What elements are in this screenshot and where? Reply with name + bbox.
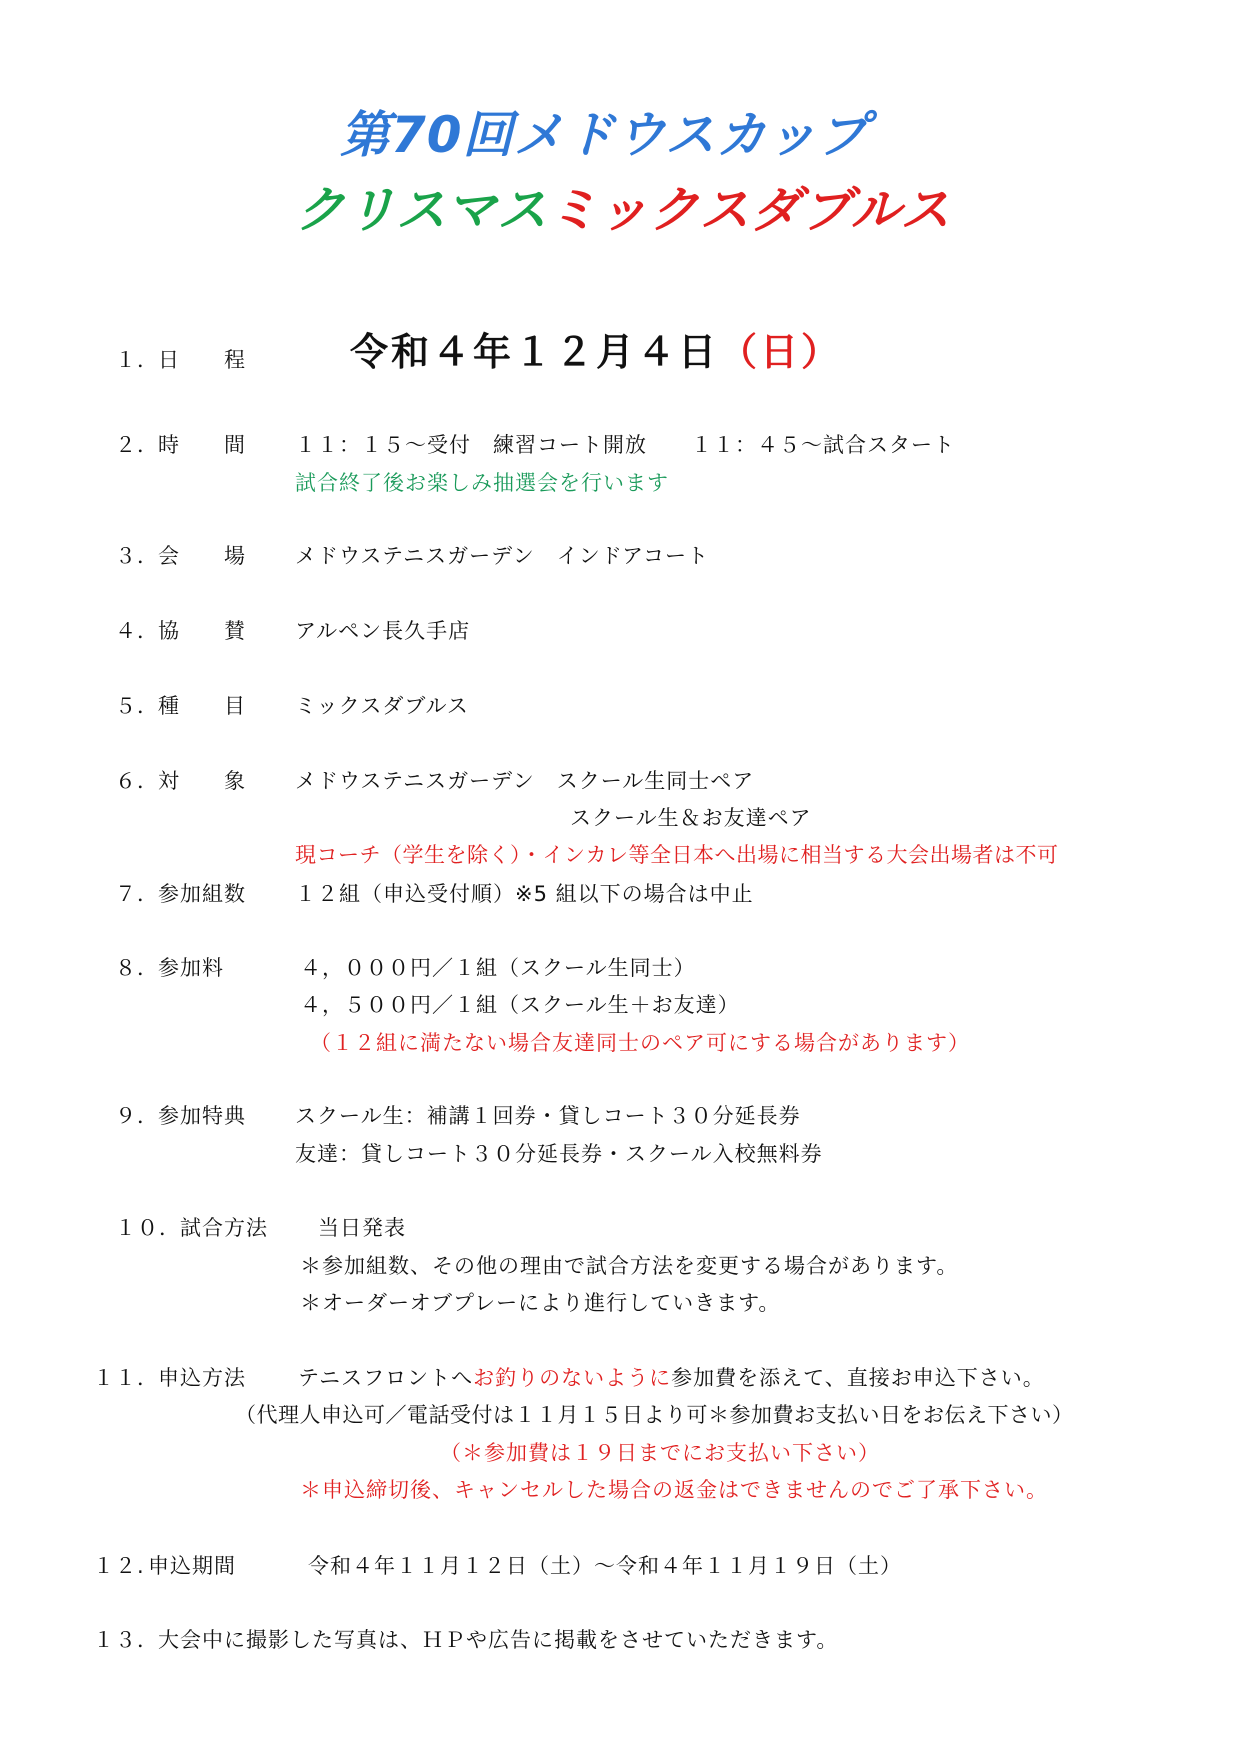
- item8-note: （１２組に満たない場合友達同士のペア可にする場合があります）: [310, 1031, 970, 1055]
- item9-value2: 友達：貸しコート３０分延長券・スクール入校無料券: [295, 1142, 823, 1166]
- item5-num: ５．: [115, 694, 159, 718]
- item10-num: １０．: [115, 1216, 181, 1240]
- item3-num: ３．: [115, 544, 159, 568]
- title-mixed-doubles: ミックスダブルス: [548, 181, 951, 239]
- item1-num: １．: [115, 348, 159, 372]
- item9-label: 参加特典: [158, 1104, 246, 1128]
- item10-note1: ＊参加組数、その他の理由で試合方法を変更する場合があります。: [300, 1254, 959, 1278]
- item12-label: 申込期間: [148, 1554, 236, 1578]
- item6-value1: メドウステニスガーデン スクール生同士ペア: [295, 769, 755, 793]
- item11-num: １１．: [93, 1366, 159, 1390]
- item4-label: 協 賛: [158, 619, 246, 643]
- item10-note2: ＊オーダーオブプレーにより進行していきます。: [300, 1291, 781, 1315]
- item11-value-a: テニスフロントへ: [298, 1366, 474, 1390]
- item11-value-c: 参加費を添えて、直接お申込下さい。: [671, 1366, 1045, 1390]
- item2-label: 時 間: [158, 433, 246, 457]
- item1-label: 日 程: [158, 348, 246, 372]
- item6-note: 現コーチ（学生を除く）・インカレ等全日本へ出場に相当する大会出場者は不可: [295, 843, 1059, 867]
- item11-value: [298, 1365, 1045, 1391]
- item6-label: 対 象: [158, 769, 246, 793]
- item7-value: １２組（申込受付順）※5 組以下の場合は中止: [295, 882, 754, 906]
- item13-value: 大会中に撮影した写真は、ＨＰや広告に掲載をさせていただきます。: [158, 1628, 839, 1652]
- item10-label: 試合方法: [180, 1216, 268, 1240]
- title-line2: [295, 170, 951, 242]
- item8-value2: ４，５００円／１組（スクール生＋お友達）: [300, 993, 740, 1017]
- item11-label: 申込方法: [158, 1366, 246, 1390]
- item3-value: メドウステニスガーデン インドアコート: [295, 544, 710, 568]
- event-date: 令和４年１２月４日: [350, 330, 720, 374]
- item13-num: １３．: [93, 1628, 159, 1652]
- item2-num: ２．: [115, 433, 159, 457]
- item12-value: 令和４年１１月１２日（土）～令和４年１１月１９日（土）: [308, 1554, 902, 1578]
- item8-num: ８．: [115, 956, 159, 980]
- title-line1: 第70回メドウスカップ: [340, 106, 869, 164]
- item6-value2: スクール生＆お友達ペア: [570, 806, 812, 830]
- item3-label: 会 場: [158, 544, 246, 568]
- item11-value-b: お釣りのないように: [473, 1366, 672, 1390]
- item6-num: ６．: [115, 769, 159, 793]
- item11-note2: （＊参加費は１９日までにお支払い下さい）: [440, 1441, 880, 1465]
- item9-num: ９．: [115, 1104, 159, 1128]
- item10-value: 当日発表: [318, 1216, 406, 1240]
- item11-note1: （代理人申込可／電話受付は１１月１５日より可＊参加費お支払い日をお伝え下さい）: [235, 1403, 1074, 1427]
- item8-value1: ４，０００円／１組（スクール生同士）: [300, 956, 696, 980]
- item2-value: １１：１５～受付 練習コート開放 １１：４５～試合スタート: [295, 433, 955, 457]
- item11-note3: ＊申込締切後、キャンセルした場合の返金はできませんのでご了承下さい。: [300, 1478, 1048, 1502]
- event-day: （日）: [719, 330, 843, 374]
- item2-note: 試合終了後お楽しみ抽選会を行います: [295, 471, 669, 495]
- item4-value: アルペン長久手店: [295, 619, 471, 643]
- item8-label: 参加料: [158, 956, 224, 980]
- item1-date: [350, 330, 842, 374]
- title-christmas: クリスマス: [295, 181, 548, 239]
- item4-num: ４．: [115, 619, 159, 643]
- item12-num: １２.: [93, 1554, 145, 1578]
- item9-value1: スクール生：補講１回券・貸しコート３０分延長券: [295, 1104, 801, 1128]
- item5-label: 種 目: [158, 694, 246, 718]
- item5-value: ミックスダブルス: [295, 694, 469, 718]
- item7-num: ７．: [115, 882, 159, 906]
- item7-label: 参加組数: [158, 882, 246, 906]
